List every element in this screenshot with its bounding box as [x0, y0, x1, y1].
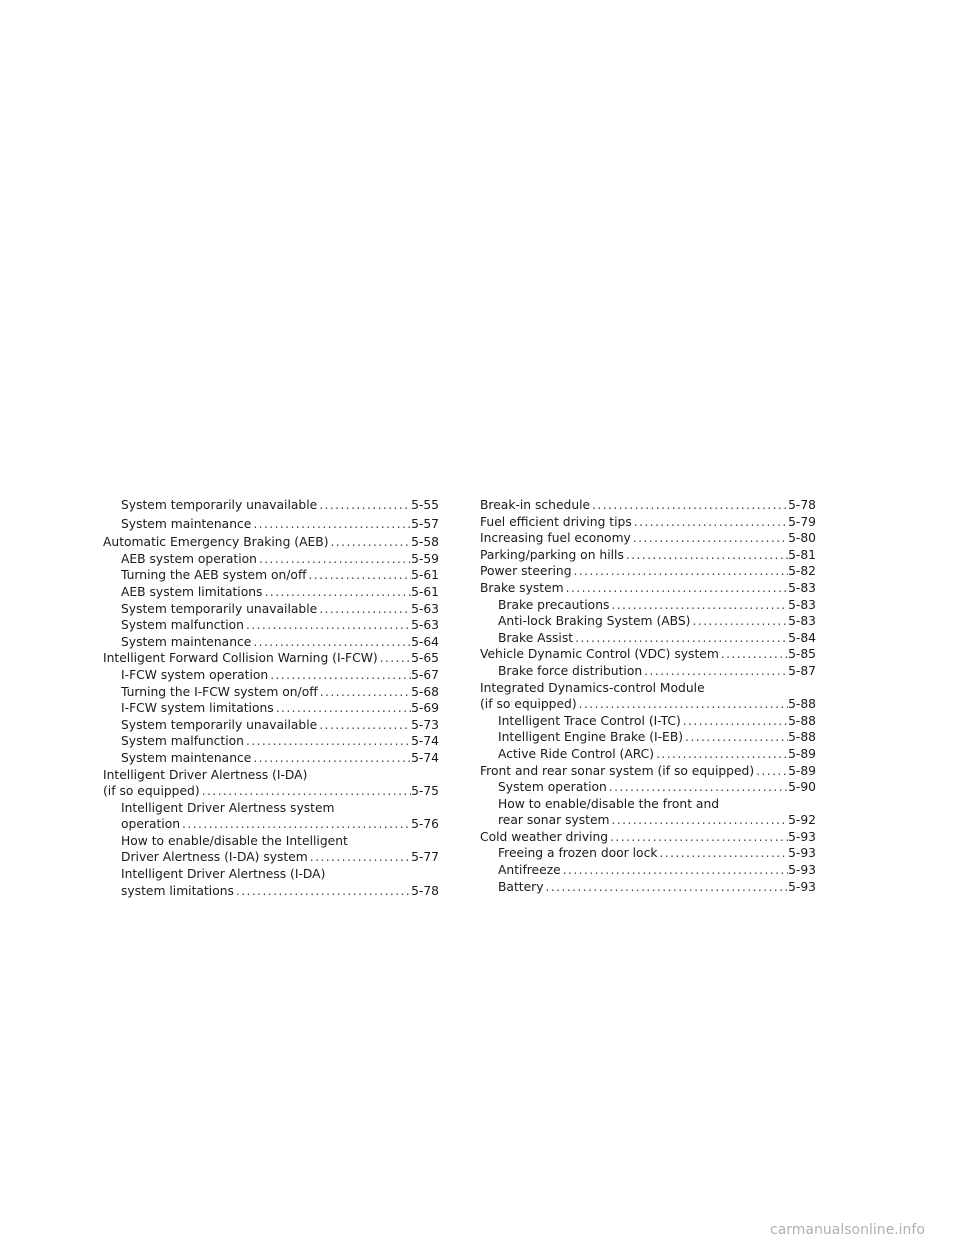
toc-entry-title: System malfunction — [121, 618, 244, 633]
toc-entry[interactable] — [103, 866, 439, 899]
toc-entry-page: 5-65 — [411, 651, 439, 666]
dot-leader — [268, 667, 411, 684]
toc-entry[interactable] — [480, 646, 816, 663]
toc-entry-title: I-FCW system limitations — [121, 701, 274, 716]
toc-entry-page: 5-61 — [411, 584, 439, 599]
toc-entry-title: Intelligent Engine Brake (I-EB) — [498, 730, 684, 745]
toc-entry[interactable] — [103, 567, 439, 584]
toc-entry-page: 5-58 — [411, 535, 439, 550]
toc-entry-title: Driver Alertness (I-DA) system — [121, 850, 308, 865]
toc-entry-title: system limitations — [121, 883, 234, 898]
toc-entry-page: 5-93 — [788, 863, 816, 878]
toc-entry-page: 5-88 — [788, 713, 816, 728]
toc-entry-page: 5-83 — [788, 597, 816, 612]
dot-leader — [577, 696, 788, 713]
toc-entry-page: 5-67 — [411, 667, 439, 682]
toc-entry-title: Break-in schedule — [480, 498, 591, 512]
toc-entry-title: Power steering — [480, 564, 572, 579]
toc-entry-title-line1: How to enable/disable the Intelligent — [121, 833, 348, 848]
toc-entry[interactable] — [103, 800, 439, 833]
toc-entry[interactable] — [103, 700, 439, 717]
dot-leader — [654, 746, 788, 763]
toc-entry[interactable] — [480, 663, 816, 680]
dot-leader — [317, 497, 411, 514]
toc-entry-page: 5-55 — [411, 498, 439, 512]
dot-leader — [318, 684, 411, 701]
toc-entry-title: Parking/parking on hills — [480, 547, 624, 562]
toc-entry-title: Turning the AEB system on/off — [121, 568, 307, 583]
toc-entry[interactable] — [103, 684, 439, 701]
toc-entry-page: 5-87 — [788, 663, 816, 678]
toc-entry-title: Cold weather driving — [480, 829, 609, 844]
toc-entry[interactable] — [480, 613, 816, 630]
toc-entry[interactable] — [480, 530, 816, 547]
toc-entry[interactable] — [480, 796, 816, 829]
dot-leader — [561, 862, 788, 879]
toc-entry[interactable] — [480, 879, 816, 896]
dot-leader — [572, 563, 789, 580]
toc-entry[interactable] — [480, 713, 816, 730]
toc-entry-page: 5-59 — [411, 551, 439, 566]
dot-leader — [590, 497, 788, 514]
toc-entry[interactable] — [480, 597, 816, 614]
toc-entry-page: 5-74 — [411, 734, 439, 749]
toc-entry[interactable] — [480, 746, 816, 763]
toc-entry-page: 5-77 — [411, 850, 439, 865]
toc-entry-title: (if so equipped) — [480, 697, 577, 712]
toc-entry-page: 5-80 — [788, 531, 816, 546]
toc-entry-title-line1: Integrated Dynamics-control Module — [480, 680, 705, 695]
toc-entry-page: 5-93 — [788, 879, 816, 894]
toc-entry-title: System operation — [498, 780, 607, 795]
dot-leader — [624, 547, 788, 564]
toc-entry[interactable] — [480, 829, 816, 846]
dot-leader — [306, 567, 411, 584]
dot-leader — [564, 580, 788, 597]
dot-leader — [251, 516, 411, 533]
dot-leader — [632, 514, 788, 531]
toc-entry[interactable] — [103, 650, 439, 667]
toc-entry-page: 5-84 — [788, 630, 816, 645]
toc-entry-title: System temporarily unavailable — [121, 601, 318, 616]
toc-entry[interactable] — [103, 617, 439, 634]
toc-entry-title: Front and rear sonar system (if so equipped) — [480, 763, 755, 778]
toc-entry-page: 5-76 — [411, 817, 439, 832]
toc-entry[interactable] — [480, 763, 816, 780]
toc-entry-page: 5-75 — [411, 784, 439, 799]
dot-leader — [234, 883, 411, 900]
toc-entry-title: (if so equipped) — [103, 784, 200, 799]
dot-leader — [681, 713, 788, 730]
dot-leader — [607, 779, 788, 796]
dot-leader — [719, 646, 788, 663]
toc-entry-page: 5-73 — [411, 717, 439, 732]
dot-leader — [274, 700, 411, 717]
toc-entry[interactable] — [480, 630, 816, 647]
toc-entry-title: AEB system operation — [121, 551, 257, 566]
toc-entry-title: Automatic Emergency Braking (AEB) — [103, 535, 329, 550]
toc-entry-page: 5-64 — [411, 634, 439, 649]
toc-entry-title: Anti-lock Braking System (ABS) — [498, 614, 691, 629]
toc-entry-page: 5-90 — [788, 780, 816, 795]
toc-entry[interactable] — [480, 729, 816, 746]
toc-entry[interactable] — [103, 497, 439, 514]
toc-entry[interactable] — [480, 779, 816, 796]
toc-entry-page: 5-63 — [411, 618, 439, 633]
toc-entry-title-line1: How to enable/disable the front and — [498, 796, 720, 811]
toc-entry-title: Vehicle Dynamic Control (VDC) system — [480, 647, 719, 662]
toc-entry-page: 5-83 — [788, 614, 816, 629]
toc-entry[interactable] — [103, 733, 439, 750]
dot-leader — [308, 849, 411, 866]
dot-leader — [657, 845, 788, 862]
toc-entry-page: 5-92 — [788, 813, 816, 828]
toc-entry-page: 5-82 — [788, 564, 816, 579]
toc-entry-title: System temporarily unavailable — [121, 717, 318, 732]
toc-entry-title: Brake precautions — [498, 597, 610, 612]
toc-entry-title: Intelligent Forward Collision Warning (I-FCW) — [103, 651, 378, 666]
toc-entry-title: System maintenance — [121, 634, 252, 649]
dot-leader — [683, 729, 788, 746]
toc-entry[interactable] — [103, 584, 439, 601]
toc-entry-page: 5-69 — [411, 701, 439, 716]
toc-entry[interactable] — [103, 717, 439, 734]
toc-entry[interactable] — [103, 833, 439, 866]
toc-entry[interactable] — [103, 634, 439, 651]
dot-leader — [631, 530, 788, 547]
toc-entry[interactable] — [480, 862, 816, 879]
dot-leader — [180, 816, 411, 833]
watermark: carmanualsonline.info — [770, 1222, 925, 1238]
toc-entry-title: System maintenance — [121, 516, 252, 531]
toc-entry[interactable] — [480, 547, 816, 564]
toc-entry-title: Fuel efficient driving tips — [480, 514, 632, 529]
dot-leader — [244, 617, 411, 634]
dot-leader — [200, 783, 411, 800]
toc-entry-page: 5-83 — [788, 580, 816, 595]
toc-entry-page: 5-78 — [411, 883, 439, 898]
toc-entry-title: Increasing fuel economy — [480, 531, 631, 546]
toc-entry-title: Freeing a frozen door lock — [498, 846, 658, 861]
toc-entry-title: Active Ride Control (ARC) — [498, 746, 655, 761]
toc-entry[interactable] — [103, 750, 439, 767]
toc-entry-title-line1: Intelligent Driver Alertness (I-DA) — [103, 767, 308, 782]
toc-entry-page: 5-78 — [788, 498, 816, 512]
toc-entry-page: 5-85 — [788, 647, 816, 662]
toc-entry-title: Brake system — [480, 580, 564, 595]
dot-leader — [573, 630, 788, 647]
toc-entry-title: Brake Assist — [498, 630, 574, 645]
toc-entry-page: 5-57 — [411, 516, 439, 531]
dot-leader — [317, 717, 411, 734]
dot-leader — [610, 812, 789, 829]
dot-leader — [251, 750, 411, 767]
toc-entry-page: 5-68 — [411, 684, 439, 699]
toc-entry-page: 5-81 — [788, 547, 816, 562]
toc-entry[interactable] — [103, 551, 439, 568]
toc-entry[interactable] — [480, 497, 816, 514]
toc-entry[interactable] — [103, 667, 439, 684]
dot-leader — [609, 597, 788, 614]
toc-entry-page: 5-89 — [788, 763, 816, 778]
toc-entry[interactable] — [480, 845, 816, 862]
dot-leader — [544, 879, 789, 896]
dot-leader — [690, 613, 788, 630]
toc-entry-title: operation — [121, 817, 181, 832]
toc-entry[interactable] — [480, 680, 816, 713]
dot-leader — [754, 763, 788, 780]
toc-entry-page: 5-74 — [411, 750, 439, 765]
dot-leader — [251, 634, 411, 651]
toc-entry-title: I-FCW system operation — [121, 667, 269, 682]
toc-entry-title-line1: Intelligent Driver Alertness (I-DA) — [121, 867, 326, 882]
toc-entry-title: rear sonar system — [498, 813, 610, 828]
toc-entry-title-line1: Intelligent Driver Alertness system — [121, 800, 335, 815]
toc-right-column — [480, 497, 816, 895]
toc-entry[interactable] — [103, 601, 439, 618]
dot-leader — [244, 733, 411, 750]
toc-entry-title: AEB system limitations — [121, 584, 263, 599]
toc-entry-title: System malfunction — [121, 734, 244, 749]
dot-leader — [329, 534, 412, 551]
toc-entry[interactable] — [103, 516, 439, 533]
toc-entry-page: 5-93 — [788, 846, 816, 861]
toc-entry-page: 5-79 — [788, 514, 816, 529]
dot-leader — [257, 551, 411, 568]
toc-left-column — [103, 497, 439, 899]
dot-leader — [608, 829, 788, 846]
toc-entry-title: Antifreeze — [498, 863, 561, 878]
toc-entry[interactable] — [103, 767, 439, 800]
toc-entry-page: 5-61 — [411, 568, 439, 583]
toc-entry-title: Intelligent Trace Control (I-TC) — [498, 713, 681, 728]
toc-entry-title: System temporarily unavailable — [121, 498, 318, 512]
toc-entry-page: 5-93 — [788, 829, 816, 844]
toc-entry-title: Battery — [498, 879, 544, 894]
toc-entry-page: 5-88 — [788, 730, 816, 745]
toc-entry-page: 5-89 — [788, 746, 816, 761]
toc-entry-title: Brake force distribution — [498, 663, 643, 678]
toc-entry[interactable] — [480, 563, 816, 580]
dot-leader — [378, 650, 411, 667]
dot-leader — [317, 601, 411, 618]
toc-entry[interactable] — [480, 580, 816, 597]
dot-leader — [262, 584, 411, 601]
toc-entry[interactable] — [103, 534, 439, 551]
dot-leader — [642, 663, 788, 680]
toc-entry-page: 5-88 — [788, 697, 816, 712]
toc-entry-title: Turning the I-FCW system on/off — [121, 684, 318, 699]
toc-entry-title: System maintenance — [121, 750, 252, 765]
toc-entry[interactable] — [480, 514, 816, 531]
toc-entry-page: 5-63 — [411, 601, 439, 616]
